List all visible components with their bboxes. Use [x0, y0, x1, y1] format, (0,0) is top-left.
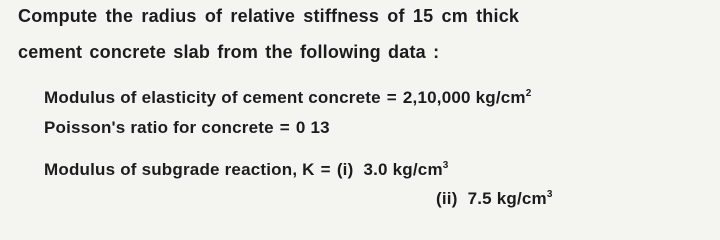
case-2-exponent: 3	[546, 189, 553, 200]
modulus-of-elasticity-exponent: 2	[525, 88, 532, 99]
poissons-ratio-value: 0 13	[295, 118, 330, 137]
case-2-marker: (ii)	[436, 189, 458, 208]
case-1-exponent: 3	[442, 160, 449, 171]
equals-sign: =	[320, 160, 331, 179]
subgrade-reaction-row	[44, 160, 449, 180]
case-1-value: 3.0 kg/cm	[363, 160, 443, 179]
modulus-of-elasticity-label: Modulus of elasticity of cement concrete	[44, 88, 381, 107]
problem-statement-line-1: Compute the radius of relative stiffness of 15 cm thick	[18, 6, 520, 26]
case-1-marker: (i)	[336, 160, 354, 179]
case-2-value: 7.5 kg/cm	[467, 189, 547, 208]
equals-sign: =	[279, 118, 290, 137]
problem-statement-line-2: cement concrete slab from the following data :	[18, 42, 440, 62]
equals-sign: =	[386, 88, 397, 107]
poissons-ratio-label: Poisson's ratio for concrete	[44, 118, 274, 137]
modulus-of-elasticity-row	[44, 88, 532, 108]
modulus-of-elasticity-value: 2,10,000 kg/cm	[402, 88, 526, 107]
subgrade-reaction-label: Modulus of subgrade reaction, K	[44, 160, 315, 179]
poissons-ratio-row	[44, 118, 330, 138]
subgrade-reaction-case-2-row	[436, 189, 553, 209]
